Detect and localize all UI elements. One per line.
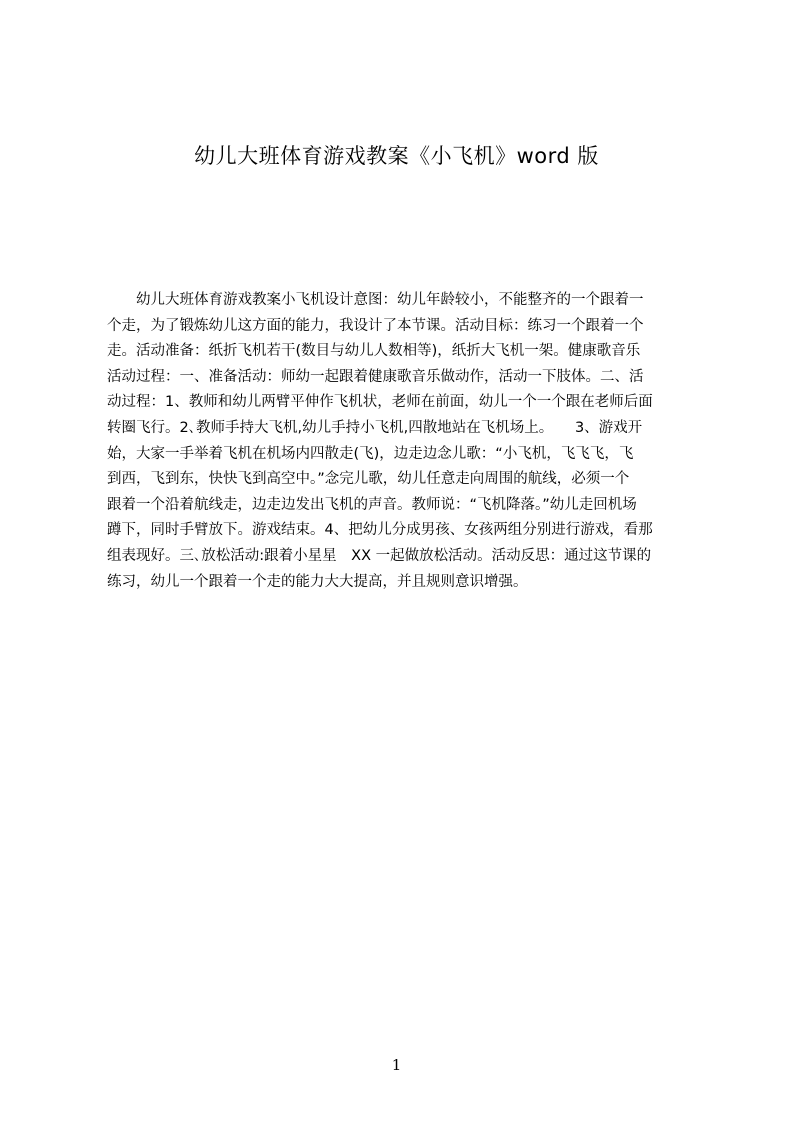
body-line: 始，大家一手举着飞机在机场内四散走(飞)，边走边念儿歌：“小飞机，飞飞飞，飞 — [107, 445, 634, 462]
document-body — [107, 288, 697, 595]
body-line: 组表现好。三､放松活动:跟着小星星 XX 一起做放松活动。活动反思：通过这节课的 — [107, 547, 652, 564]
page-number: 1 — [391, 1056, 402, 1074]
body-line: 活动过程：一、准备活动：师幼一起跟着健康歌音乐做动作，活动一下肢体。二、活 — [107, 368, 644, 385]
body-line: 练习，幼儿一个跟着一个走的能力大大提高，并且规则意识增强。 — [107, 573, 528, 590]
body-line: 动过程：1、教师和幼儿两臂平伸作飞机状，老师在前面，幼儿一个一个跟在老师后面 — [107, 394, 653, 411]
body-line: 幼儿大班体育游戏教案小飞机设计意图：幼儿年龄较小，不能整齐的一个跟着一 — [107, 292, 644, 308]
body-line: 到西，飞到东，快快飞到高空中。”念完儿歌，幼儿任意走向周围的航线，必须一个 — [107, 471, 630, 488]
document-title: 幼儿大班体育游戏教案《小飞机》word 版 — [194, 144, 599, 168]
body-line: 跟着一个沿着航线走，边走边发出飞机的声音。教师说：“飞机降落。”幼儿走回机场 — [107, 496, 637, 513]
body-line: 个走，为了锻炼幼儿这方面的能力，我设计了本节课。活动目标：练习一个跟着一个 — [107, 317, 644, 334]
body-line: 走。活动准备：纸折飞机若干(数目与幼儿人数相等)，纸折大飞机一架。健康歌音乐 — [107, 343, 641, 360]
body-line: 转圈飞行。2､教师手持大飞机,幼儿手持小飞机,四散地站在飞机场上。 3、游戏开 — [107, 419, 643, 436]
body-line: 蹲下，同时手臂放下。游戏结束。4、把幼儿分成男孩、女孩两组分别进行游戏，看那 — [107, 522, 653, 539]
